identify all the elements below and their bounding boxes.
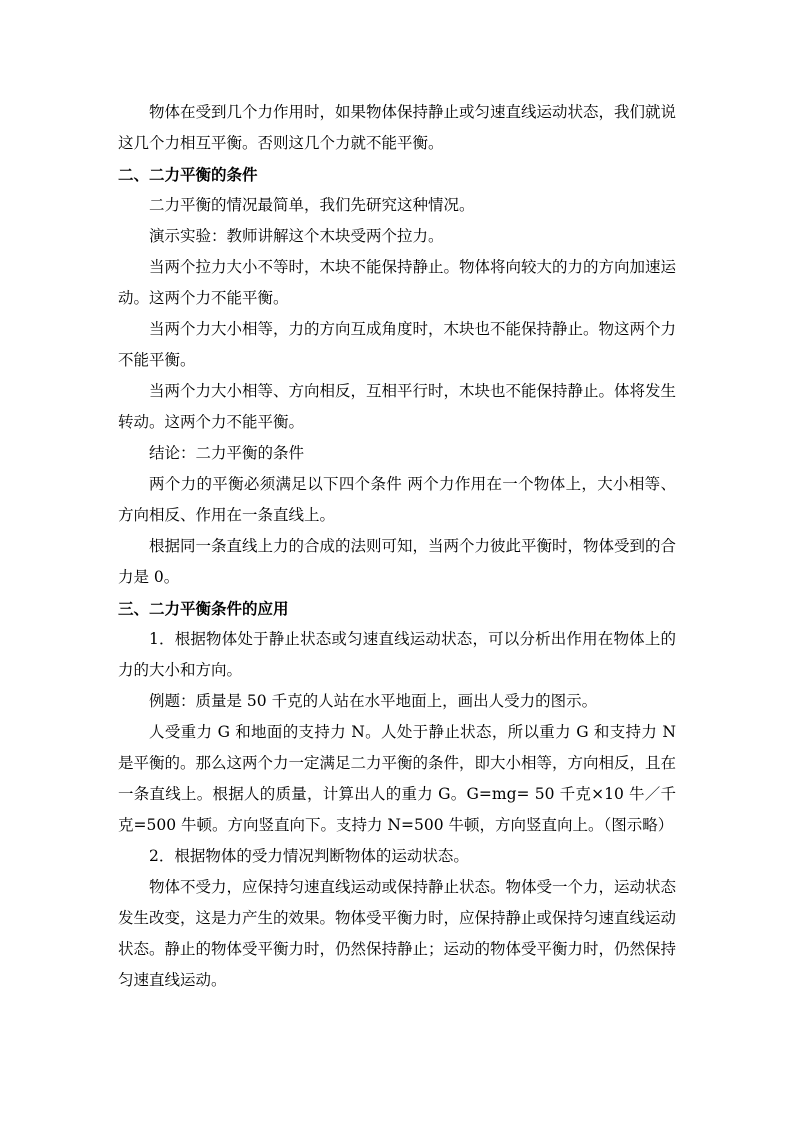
section-heading: 二、二力平衡的条件 bbox=[118, 165, 258, 184]
paragraph: 人受重力 G 和地面的支持力 N。人处于静止状态，所以重力 G 和支持力 N 是平衡的。那么这两个力一定满足二力平衡的条件，即大小相等，方向相反，且在一条直线上。根据人的质量，计算出人的重力 G。G=mg= 50 千克×10 牛／千克=500 牛顿。方向竖直向下。支持力 N=500 牛顿，方向竖直向上。（图示略） bbox=[118, 723, 677, 834]
paragraph: 物体不受力，应保持匀速直线运动或保持静止状态。物体受一个力，运动状态发生改变，这是力产生的效果。物体受平衡力时，应保持静止或保持匀速直线运动状态。静止的物体受平衡力时，仍然保持静止；运动的物体受平衡力时，仍然保持匀速直线运动。 bbox=[118, 878, 677, 989]
paragraph: 1．根据物体处于静止状态或匀速直线运动状态，可以分析出作用在物体上的力的大小和方向。 bbox=[118, 630, 676, 679]
paragraph: 当两个拉力大小不等时，木块不能保持静止。物体将向较大的力的方向加速运动。这两个力不能平衡。 bbox=[118, 258, 677, 307]
paragraph: 物体在受到几个力作用时，如果物体保持静止或匀速直线运动状态，我们就说这几个力相互平衡。否则这几个力就不能平衡。 bbox=[118, 103, 677, 152]
paragraph: 根据同一条直线上力的合成的法则可知，当两个力彼此平衡时，物体受到的合力是 0。 bbox=[118, 537, 677, 586]
paragraph: 当两个力大小相等、方向相反，互相平行时，木块也不能保持静止。体将发生转动。这两个力不能平衡。 bbox=[118, 382, 677, 431]
paragraph: 当两个力大小相等，力的方向互成角度时，木块也不能保持静止。物这两个力不能平衡。 bbox=[118, 320, 677, 369]
document-page bbox=[118, 97, 676, 996]
paragraph: 2．根据物体的受力情况判断物体的运动状态。 bbox=[149, 847, 469, 865]
section-heading: 三、二力平衡条件的应用 bbox=[118, 599, 289, 618]
paragraph: 演示实验：教师讲解这个木块受两个拉力。 bbox=[149, 227, 444, 245]
paragraph: 二力平衡的情况最简单，我们先研究这种情况。 bbox=[149, 196, 475, 214]
paragraph: 两个力的平衡必须满足以下四个条件 两个力作用在一个物体上，大小相等、方向相反、作用在一条直线上。 bbox=[118, 475, 676, 524]
paragraph: 例题：质量是 50 千克的人站在水平地面上，画出人受力的图示。 bbox=[149, 692, 598, 710]
paragraph: 结论：二力平衡的条件 bbox=[149, 444, 305, 462]
